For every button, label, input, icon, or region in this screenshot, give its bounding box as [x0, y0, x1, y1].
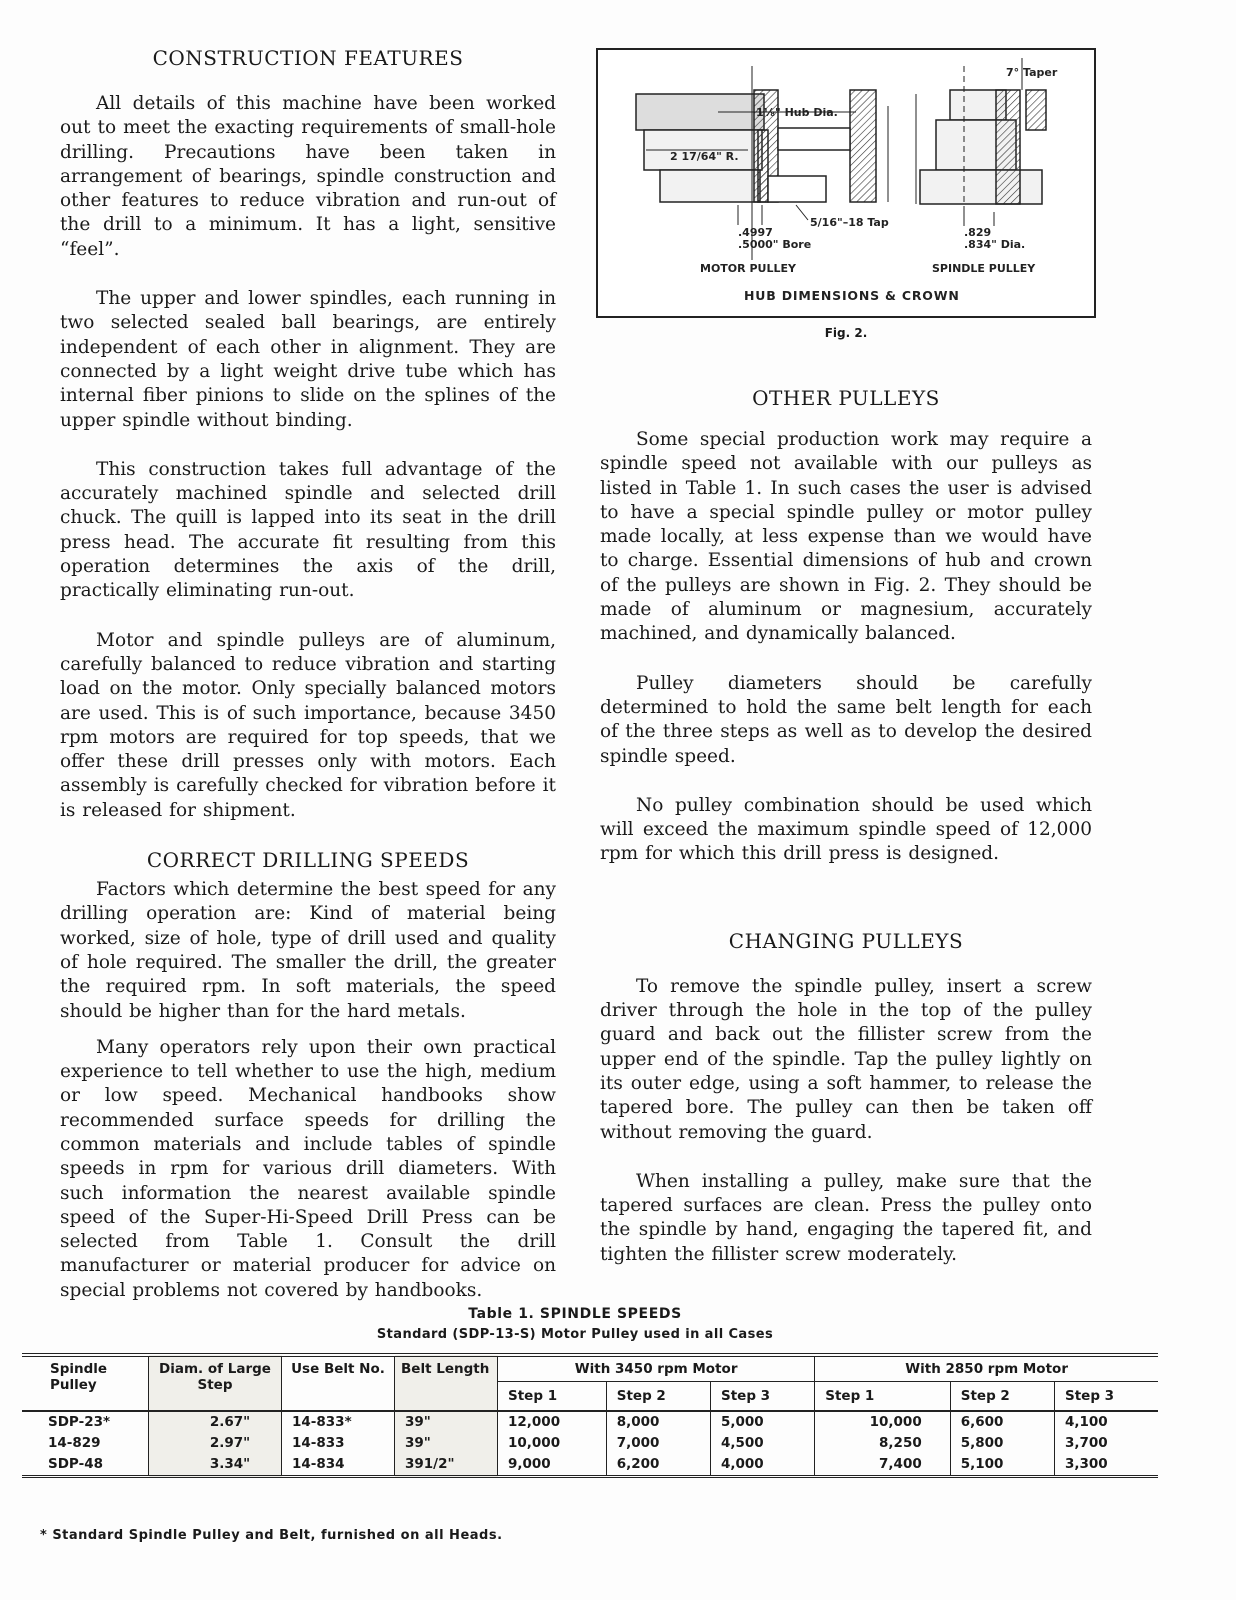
- label-bore-max: .5000" Bore: [738, 238, 812, 251]
- paragraph: When installing a pulley, make sure that the tapered surfaces are clean. Press the pulley onto the spindle by hand, engaging the tapered fit, and tighten the fillister screw moderately.: [600, 1170, 1092, 1265]
- table-cell: 5,800: [950, 1433, 1054, 1454]
- col-step3-3450: Step 3: [710, 1382, 814, 1412]
- col-step1-3450: Step 1: [498, 1382, 607, 1412]
- heading-correct-drilling-speeds: CORRECT DRILLING SPEEDS: [146, 848, 470, 873]
- figure-hub-dimensions: [596, 48, 1096, 318]
- table-footnote: * Standard Spindle Pulley and Belt, furnished on all Heads.: [40, 1528, 503, 1543]
- heading-changing-pulleys: CHANGING PULLEYS: [728, 928, 964, 953]
- table-cell: 14-833*: [282, 1411, 395, 1433]
- table-cell: 14-834: [282, 1454, 395, 1477]
- figure-caption: HUB DIMENSIONS & CROWN: [744, 288, 960, 303]
- table-cell: 6,600: [950, 1411, 1054, 1433]
- col-step2-2850: Step 2: [950, 1382, 1054, 1412]
- pulley-diagram: [598, 50, 1094, 316]
- label-bore-min: .4997: [738, 226, 773, 239]
- right-column: [600, 386, 1092, 1292]
- table-row: [22, 1433, 1158, 1454]
- col-step2-3450: Step 2: [606, 1382, 710, 1412]
- table-cell: 7,000: [606, 1433, 710, 1454]
- paragraph: To remove the spindle pulley, insert a screw driver through the hole in the top of the pulley guard and back out the fillister screw from the upper end of the spindle. Tap the pulley lightly on its outer edge, using a soft hammer, to release the tapered bore. The pulley can then be taken off without removing the guard.: [600, 975, 1092, 1143]
- paragraph: Some special production work may require a spindle speed not available with our pulleys as listed in Table 1. In such cases the user is advised to have a special spindle pulley or motor pulley made locally, at less expense than we would have to charge. Essential dimensions of hub and crown of the pulleys are shown in Fig. 2. They should be made of aluminum or magnesium, accurately machined, and dynamically balanced.: [600, 429, 1092, 645]
- heading-construction-features: CONSTRUCTION FEATURES: [152, 46, 464, 70]
- table-cell: 5,000: [710, 1411, 814, 1433]
- table-cell: 3.34": [149, 1454, 282, 1477]
- label-spindle-pulley: SPINDLE PULLEY: [932, 262, 1036, 275]
- spindle-speeds-table: [22, 1353, 1158, 1478]
- table-subtitle: Standard (SDP-13-S) Motor Pulley used in all Cases: [376, 1327, 774, 1342]
- paragraph: This construction takes full advantage of the accurately machined spindle and selected drill chuck. The quill is lapped into its seat in the drill press head. The accurate fit resulting from this operation determines the axis of the drill, practically eliminating run-out.: [60, 458, 556, 602]
- table-row: [22, 1411, 1158, 1433]
- figure-number: Fig. 2.: [824, 326, 868, 340]
- group-3450: With 3450 rpm Motor: [498, 1355, 815, 1382]
- left-column: [60, 40, 556, 1328]
- table-cell: 10,000: [815, 1411, 951, 1433]
- label-dia-max: .834" Dia.: [964, 238, 1026, 251]
- table-cell: 4,000: [710, 1454, 814, 1477]
- table-cell: 4,500: [710, 1433, 814, 1454]
- table-cell: SDP-48: [48, 1456, 103, 1472]
- col-belt-length: Belt Length: [395, 1355, 498, 1411]
- table-cell: 4,100: [1054, 1411, 1158, 1433]
- table-cell: 3,300: [1054, 1454, 1158, 1477]
- table-cell: 391/2": [395, 1454, 498, 1477]
- label-motor-pulley: MOTOR PULLEY: [700, 262, 796, 275]
- paragraph: The upper and lower spindles, each running in two selected sealed ball bearings, are entirely independent of each other in alignment. They are connected by a light weight drive tube which has internal fiber pinions to slide on the splines of the upper spindle without binding.: [60, 288, 556, 431]
- table-cell: 2.67": [149, 1411, 282, 1433]
- table-cell: 3,700: [1054, 1433, 1158, 1454]
- col-step3-2850: Step 3: [1054, 1382, 1158, 1412]
- table-cell: 14-833: [282, 1433, 395, 1454]
- heading-other-pulleys: OTHER PULLEYS: [752, 386, 940, 410]
- paragraph: No pulley combination should be used which will exceed the maximum spindle speed of 12,000 rpm for which this drill press is designed.: [600, 794, 1092, 865]
- table-row: [22, 1454, 1158, 1477]
- paragraph: Motor and spindle pulleys are of aluminum, carefully balanced to reduce vibration and starting load on the motor. Only specially balanced motors are used. This is of such importance, because 3450 rpm motors are required for top speeds, that we offer these drill presses only with motors. Each assembly is carefully checked for vibration before it is released for shipment.: [60, 629, 556, 821]
- table-cell: 12,000: [498, 1411, 607, 1433]
- paragraph: Pulley diameters should be carefully determined to hold the same belt length for each of the three steps as well as to develop the desired spindle speed.: [600, 672, 1092, 767]
- table-cell: 14-829: [48, 1435, 101, 1451]
- paragraph: All details of this machine have been worked out to meet the exacting requirements of small-hole drilling. Precautions have been taken in arrangement of bearings, spindle construction and other features to reduce vibration and run-out of the drill to a minimum. It has a light, sensitive “feel”.: [60, 93, 556, 260]
- paragraph: Many operators rely upon their own practical experience to tell whether to use the high, medium or low speed. Mechanical handbooks show recommended surface speeds for drilling the common materials and include tables of spindle speeds in rpm for various drill diameters. With such information the nearest available spindle speed of the Super-Hi-Speed Drill Press can be selected from Table 1. Consult the drill manufacturer or material producer for advice on special problems not covered by handbooks.: [60, 1036, 556, 1301]
- label-taper: 7° Taper: [1006, 66, 1058, 79]
- col-diam: Diam. of Large Step: [149, 1355, 282, 1411]
- paragraph: Factors which determine the best speed for any drilling operation are: Kind of material being worked, size of hole, type of drill used and quality of hole required. The smaller the drill, the greater the required rpm. In soft materials, the speed should be higher than for the hard metals.: [60, 879, 556, 1022]
- table-cell: 5,100: [950, 1454, 1054, 1477]
- label-tap: 5/16"–18 Tap: [810, 216, 889, 229]
- table-cell: 9,000: [498, 1454, 607, 1477]
- table-cell: SDP-23*: [48, 1414, 111, 1430]
- spindle-pulley-drawing: [916, 58, 1046, 226]
- col-step1-2850: Step 1: [815, 1382, 951, 1412]
- table-title: Table 1. SPINDLE SPEEDS: [468, 1306, 682, 1322]
- table-cell: 2.97": [149, 1433, 282, 1454]
- table-cell: 7,400: [815, 1454, 951, 1477]
- table-cell: 8,250: [815, 1433, 951, 1454]
- group-2850: With 2850 rpm Motor: [815, 1355, 1158, 1382]
- table-cell: 6,200: [606, 1454, 710, 1477]
- label-hub-dia: 1⅛" Hub Dia.: [756, 106, 838, 119]
- table-cell: 39": [395, 1433, 498, 1454]
- label-dia-min: .829: [964, 226, 992, 239]
- table-cell: 39": [395, 1411, 498, 1433]
- table-cell: 8,000: [606, 1411, 710, 1433]
- col-belt-no: Use Belt No.: [282, 1355, 395, 1411]
- col-spindle-pulley: Spindle Pulley: [22, 1355, 149, 1411]
- table-cell: 10,000: [498, 1433, 607, 1454]
- label-radius: 2 17/64" R.: [670, 150, 739, 163]
